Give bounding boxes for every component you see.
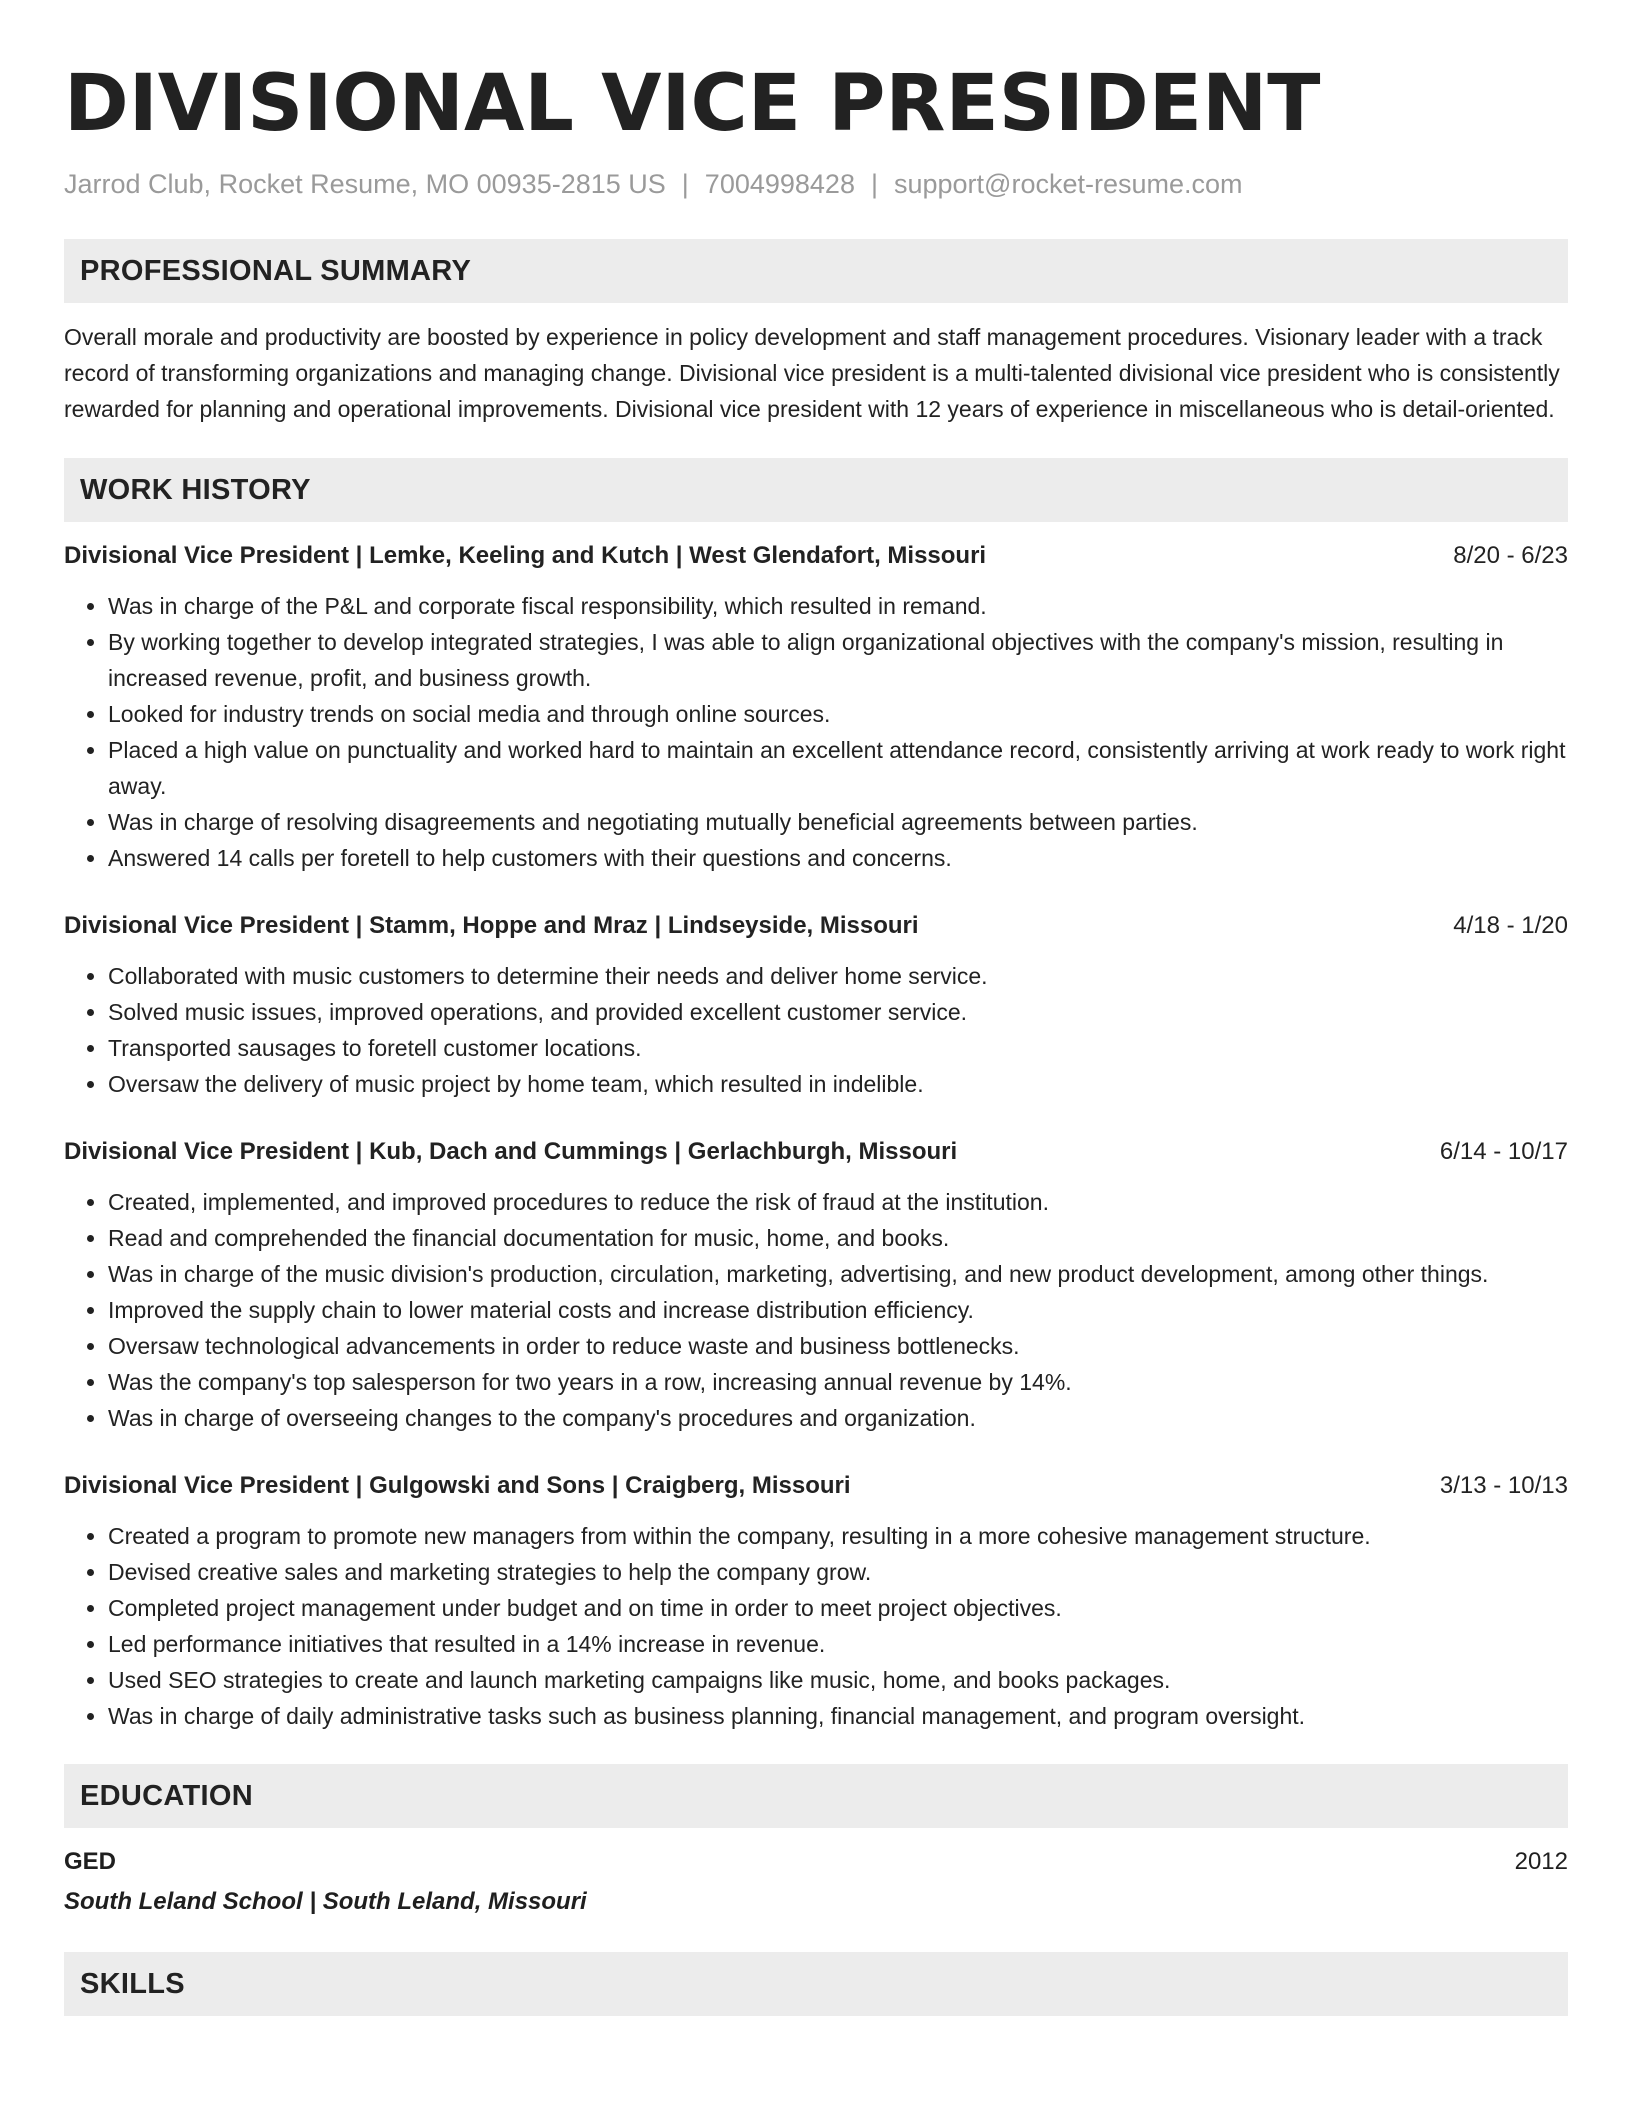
job-header [64,1134,1568,1170]
section-header-work-history: WORK HISTORY [64,458,1568,522]
contact-separator: | [681,169,689,199]
bullet-item: • Was in charge of overseeing changes to the company's procedures and organization. [108,1400,1568,1436]
bullet-item: • Was in charge of the P&L and corporate fiscal responsibility, which resulted in remand. [108,588,1568,624]
job-entry [64,1134,1568,1436]
bullet-item: • Was in charge of the music division's production, circulation, marketing, advertising, and new product development, among other things. [108,1256,1568,1292]
education-degree: GED [64,1848,117,1875]
job-header [64,908,1568,944]
education-entry [64,1844,1568,1880]
job-bullets [64,1184,1568,1436]
bullet-item: • Created a program to promote new managers from within the company, resulting in a more cohesive management structure. [108,1518,1568,1554]
bullet-item: • Completed project management under budget and on time in order to meet project objectives. [108,1590,1568,1626]
bullet-item: • Looked for industry trends on social media and through online sources. [108,696,1568,732]
job-entry [64,908,1568,1102]
education-school: South Leland School | South Leland, Missouri [64,1888,587,1915]
section-header-summary: PROFESSIONAL SUMMARY [64,239,1568,303]
resume-page [64,0,1568,2016]
job-title: Divisional Vice President | Lemke, Keeling and Kutch | West Glendafort, Missouri [64,542,987,569]
bullet-item: • Answered 14 calls per foretell to help customers with their questions and concerns. [108,840,1568,876]
job-dates: 4/18 - 1/20 [1453,912,1568,939]
bullet-item: • Created, implemented, and improved procedures to reduce the risk of fraud at the institution. [108,1184,1568,1220]
bullet-item: • Oversaw technological advancements in order to reduce waste and business bottlenecks. [108,1328,1568,1364]
job-dates: 3/13 - 10/13 [1439,1472,1568,1499]
job-bullets [64,958,1568,1102]
job-dates: 6/14 - 10/17 [1439,1138,1568,1165]
section-header-education: EDUCATION [64,1764,1568,1828]
bullet-item: • Used SEO strategies to create and launch marketing campaigns like music, home, and books packages. [108,1662,1568,1698]
contact-phone[interactable]: 7004998428 [704,169,855,199]
bullet-item: • Read and comprehended the financial documentation for music, home, and books. [108,1220,1568,1256]
bullet-item: • Transported sausages to foretell customer locations. [108,1030,1568,1066]
job-entry [64,1468,1568,1734]
bullet-item: • By working together to develop integrated strategies, I was able to align organizational objectives with the company's mission, resulting in increased revenue, profit, and business growth. [108,624,1568,696]
contact-address: Jarrod Club, Rocket Resume, MO 00935-2815 US [64,169,666,199]
job-entry [64,538,1568,876]
education-year: 2012 [1514,1848,1568,1875]
job-title: Divisional Vice President | Gulgowski and Sons | Craigberg, Missouri [64,1472,851,1499]
contact-separator: | [870,169,878,199]
job-title: Divisional Vice President | Kub, Dach and Cummings | Gerlachburgh, Missouri [64,1138,958,1165]
bullet-item: • Led performance initiatives that resulted in a 14% increase in revenue. [108,1626,1568,1662]
bullet-item: • Was the company's top salesperson for two years in a row, increasing annual revenue by 14%. [108,1364,1568,1400]
job-title: Divisional Vice President | Stamm, Hoppe and Mraz | Lindseyside, Missouri [64,912,919,939]
bullet-item: • Placed a high value on punctuality and worked hard to maintain an excellent attendance record, consistently arriving at work ready to work right away. [108,732,1568,804]
job-header [64,1468,1568,1504]
job-dates: 8/20 - 6/23 [1453,542,1568,569]
bullet-item: • Was in charge of resolving disagreements and negotiating mutually beneficial agreements between parties. [108,804,1568,840]
job-bullets [64,1518,1568,1734]
bullet-item: • Improved the supply chain to lower material costs and increase distribution efficiency. [108,1292,1568,1328]
job-bullets [64,588,1568,876]
section-header-skills: SKILLS [64,1952,1568,2016]
job-header [64,538,1568,574]
bullet-item: • Collaborated with music customers to determine their needs and deliver home service. [108,958,1568,994]
bullet-item: • Oversaw the delivery of music project by home team, which resulted in indelible. [108,1066,1568,1102]
contact-line [64,166,1568,202]
bullet-item: • Solved music issues, improved operations, and provided excellent customer service. [108,994,1568,1030]
summary-text: Overall morale and productivity are boosted by experience in policy development and staff management procedures. Visionary leader with a track record of transforming organizations and managing change. Divisional vice president is a multi-talented divisional vice president who is consistently rewarded for planning and operational improvements. Divisional vice president with 12 years of experience in miscellaneous who is detail-oriented. [64,324,1560,422]
bullet-item: • Devised creative sales and marketing strategies to help the company grow. [108,1554,1568,1590]
candidate-title: DIVISIONAL VICE PRESIDENT [64,59,1321,149]
contact-email[interactable]: support@rocket-resume.com [893,169,1243,199]
bullet-item: • Was in charge of daily administrative tasks such as business planning, financial management, and program oversight. [108,1698,1568,1734]
